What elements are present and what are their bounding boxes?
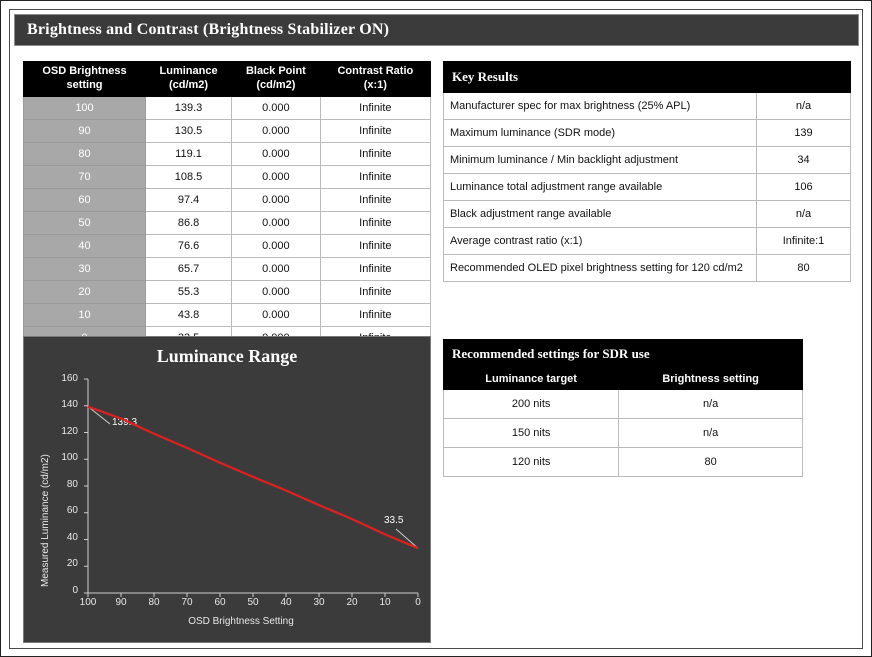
table-row xyxy=(24,211,431,234)
cell-contrast-ratio: Infinite xyxy=(320,234,430,257)
column-header-contrast-ratio xyxy=(320,62,430,97)
recommended-settings-title: Recommended settings for SDR use xyxy=(444,340,803,369)
table-row xyxy=(24,234,431,257)
cell-brightness-setting: n/a xyxy=(619,390,803,419)
table-row xyxy=(24,188,431,211)
cell-osd-setting: 80 xyxy=(24,142,146,165)
chart-x-tick: 70 xyxy=(181,597,193,608)
cell-contrast-ratio: Infinite xyxy=(320,119,430,142)
cell-luminance: 65.7 xyxy=(145,257,231,280)
table-header-row xyxy=(24,62,431,97)
key-result-label: Maximum luminance (SDR mode) xyxy=(444,120,757,147)
cell-osd-setting: 10 xyxy=(24,303,146,326)
cell-osd-setting: 60 xyxy=(24,188,146,211)
chart-y-tick: 160 xyxy=(61,373,78,384)
table-row xyxy=(444,174,851,201)
chart-x-tick: 30 xyxy=(313,597,325,608)
cell-contrast-ratio: Infinite xyxy=(320,142,430,165)
key-result-label: Minimum luminance / Min backlight adjustment xyxy=(444,147,757,174)
cell-brightness-setting: 80 xyxy=(619,448,803,477)
column-header-line2: (x:1) xyxy=(363,78,387,91)
table-row xyxy=(24,96,431,119)
cell-luminance: 43.8 xyxy=(145,303,231,326)
chart-y-tick: 0 xyxy=(72,585,78,596)
table-row xyxy=(24,165,431,188)
cell-contrast-ratio: Infinite xyxy=(320,96,430,119)
key-result-value: n/a xyxy=(757,201,851,228)
cell-black-point: 0.000 xyxy=(232,165,321,188)
chart-y-tick: 120 xyxy=(61,426,78,437)
chart-x-tick: 0 xyxy=(415,597,421,608)
luminance-range-chart xyxy=(23,336,431,643)
column-header-line1: Black Point xyxy=(245,65,306,77)
chart-y-tick: 140 xyxy=(61,399,78,410)
cell-black-point: 0.000 xyxy=(232,303,321,326)
chart-x-tick: 60 xyxy=(214,597,226,608)
cell-black-point: 0.000 xyxy=(232,96,321,119)
chart-title: Luminance Range xyxy=(156,346,298,366)
key-result-label: Black adjustment range available xyxy=(444,201,757,228)
cell-osd-setting: 70 xyxy=(24,165,146,188)
key-result-label: Recommended OLED pixel brightness setting for 120 cd/m2 xyxy=(444,255,757,282)
cell-black-point: 0.000 xyxy=(232,257,321,280)
cell-osd-setting: 100 xyxy=(24,96,146,119)
table-row xyxy=(444,201,851,228)
chart-x-tick: 20 xyxy=(346,597,358,608)
cell-osd-setting: 30 xyxy=(24,257,146,280)
key-result-label: Luminance total adjustment range available xyxy=(444,174,757,201)
key-result-value: Infinite:1 xyxy=(757,228,851,255)
key-result-value: 139 xyxy=(757,120,851,147)
cell-luminance: 86.8 xyxy=(145,211,231,234)
chart-x-tick: 10 xyxy=(379,597,391,608)
cell-brightness-setting: n/a xyxy=(619,419,803,448)
cell-osd-setting: 40 xyxy=(24,234,146,257)
column-header-line1: Contrast Ratio xyxy=(337,65,414,77)
column-header-brightness-setting: Brightness setting xyxy=(619,369,803,390)
cell-contrast-ratio: Infinite xyxy=(320,257,430,280)
column-header-black-point xyxy=(232,62,321,97)
key-result-value: 80 xyxy=(757,255,851,282)
column-header-line2: (cd/m2) xyxy=(256,78,296,91)
table-row xyxy=(24,119,431,142)
cell-luminance: 97.4 xyxy=(145,188,231,211)
table-row xyxy=(444,419,803,448)
chart-annotation-min: 33.5 xyxy=(384,515,404,526)
cell-osd-setting: 20 xyxy=(24,280,146,303)
chart-y-tick: 80 xyxy=(66,479,78,490)
recommended-title-row xyxy=(444,340,803,369)
chart-x-axis-label: OSD Brightness Setting xyxy=(188,616,294,627)
cell-black-point: 0.000 xyxy=(232,211,321,234)
table-row xyxy=(444,255,851,282)
table-row xyxy=(24,280,431,303)
table-row xyxy=(24,303,431,326)
cell-luminance-target: 200 nits xyxy=(444,390,619,419)
cell-luminance: 76.6 xyxy=(145,234,231,257)
cell-luminance: 108.5 xyxy=(145,165,231,188)
cell-contrast-ratio: Infinite xyxy=(320,211,430,234)
chart-x-tick: 40 xyxy=(280,597,292,608)
chart-y-tick: 60 xyxy=(66,505,78,516)
key-results-table xyxy=(443,61,851,282)
table-row xyxy=(444,120,851,147)
key-result-label: Manufacturer spec for max brightness (25% APL) xyxy=(444,93,757,120)
section-title-bar xyxy=(14,14,859,46)
column-header-luminance-target: Luminance target xyxy=(444,369,619,390)
cell-black-point: 0.000 xyxy=(232,234,321,257)
table-row xyxy=(24,142,431,165)
column-header-line2: (cd/m2) xyxy=(168,78,209,91)
cell-luminance: 119.1 xyxy=(145,142,231,165)
table-row xyxy=(444,93,851,120)
chart-x-tick: 100 xyxy=(79,597,97,608)
chart-x-tick: 90 xyxy=(115,597,127,608)
key-result-value: 34 xyxy=(757,147,851,174)
key-result-value: n/a xyxy=(757,93,851,120)
cell-osd-setting: 50 xyxy=(24,211,146,234)
chart-x-tick: 80 xyxy=(148,597,160,608)
column-header-line1: Luminance xyxy=(159,65,218,77)
cell-luminance: 130.5 xyxy=(145,119,231,142)
cell-luminance: 55.3 xyxy=(145,280,231,303)
table-row xyxy=(24,257,431,280)
cell-black-point: 0.000 xyxy=(232,188,321,211)
cell-contrast-ratio: Infinite xyxy=(320,280,430,303)
table-row xyxy=(444,448,803,477)
cell-luminance-target: 150 nits xyxy=(444,419,619,448)
chart-y-tick: 20 xyxy=(66,558,78,569)
cell-contrast-ratio: Infinite xyxy=(320,165,430,188)
key-results-title: Key Results xyxy=(444,62,851,93)
chart-y-tick: 100 xyxy=(61,452,78,463)
cell-osd-setting: 90 xyxy=(24,119,146,142)
cell-black-point: 0.000 xyxy=(232,280,321,303)
cell-black-point: 0.000 xyxy=(232,119,321,142)
chart-y-axis-label: Measured Luminance (cd/m2) xyxy=(40,454,51,587)
column-header-line2: setting xyxy=(66,78,103,91)
cell-luminance-target: 120 nits xyxy=(444,448,619,477)
chart-plot-svg xyxy=(24,337,432,644)
column-header-osd-brightness xyxy=(24,62,146,97)
luminance-table xyxy=(23,61,431,350)
table-row xyxy=(444,228,851,255)
table-row xyxy=(444,147,851,174)
recommended-settings-table xyxy=(443,339,803,477)
key-results-header-row xyxy=(444,62,851,93)
cell-black-point: 0.000 xyxy=(232,142,321,165)
column-header-line1: OSD Brightness xyxy=(42,65,127,77)
table-row xyxy=(444,390,803,419)
chart-annotation-max: 139.3 xyxy=(112,417,138,428)
cell-contrast-ratio: Infinite xyxy=(320,188,430,211)
chart-y-tick: 40 xyxy=(66,532,78,543)
cell-contrast-ratio: Infinite xyxy=(320,303,430,326)
column-header-luminance xyxy=(145,62,231,97)
page-title: Brightness and Contrast (Brightness Stabilizer ON) xyxy=(27,21,390,38)
cell-luminance: 139.3 xyxy=(145,96,231,119)
key-result-value: 106 xyxy=(757,174,851,201)
recommended-header-row xyxy=(444,369,803,390)
chart-x-tick: 50 xyxy=(247,597,259,608)
key-result-label: Average contrast ratio (x:1) xyxy=(444,228,757,255)
